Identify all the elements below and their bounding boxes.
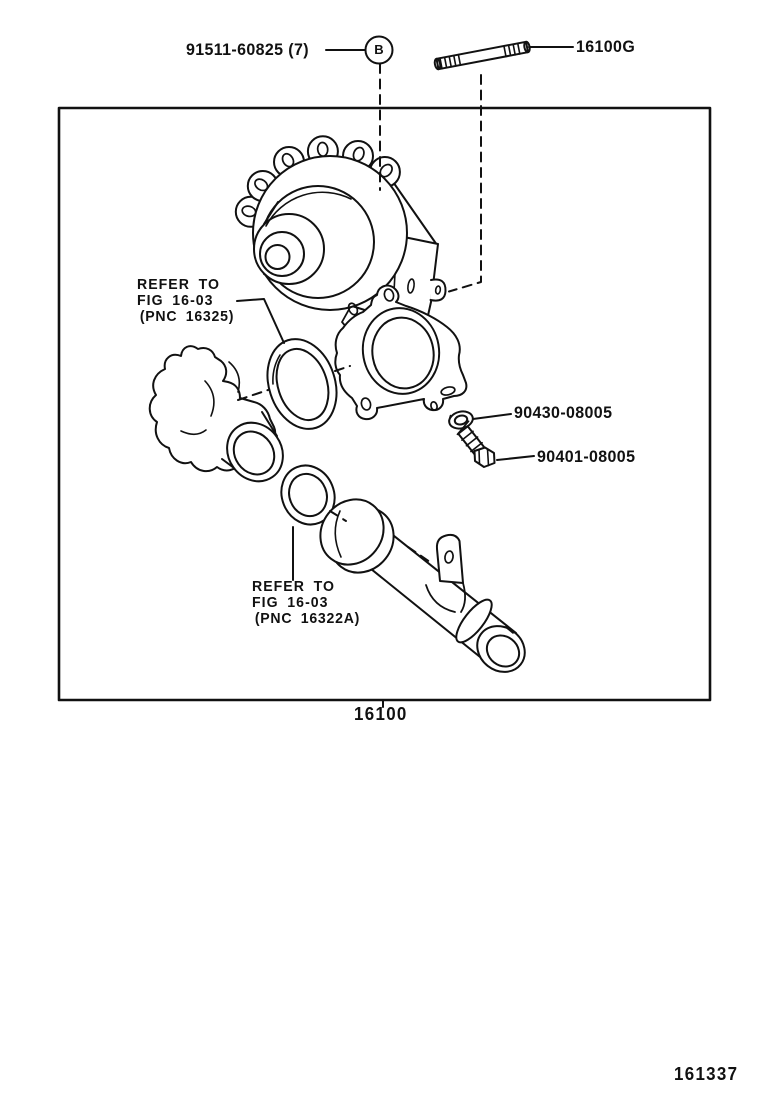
part-number-label-16100: 16100 bbox=[354, 704, 408, 724]
part-number-label-90401: 90401-08005 bbox=[537, 447, 636, 466]
reference-line: (PNC 16325) bbox=[139, 308, 235, 325]
reference-line: REFER TO bbox=[137, 276, 221, 293]
reference-note-seal bbox=[137, 277, 234, 325]
reference-line: FIG 16-03 bbox=[137, 292, 214, 309]
leader-line bbox=[497, 456, 534, 460]
bolt-drawing bbox=[457, 421, 494, 467]
ear-bolt-hole bbox=[317, 142, 328, 156]
figure-number: 161337 bbox=[674, 1064, 739, 1084]
leader-line bbox=[473, 414, 511, 419]
stud-drawing bbox=[434, 41, 531, 69]
reference-line: REFER TO bbox=[252, 578, 336, 595]
callout-marker-b: B bbox=[374, 42, 384, 57]
pipe-bracket bbox=[437, 535, 463, 583]
leader-line bbox=[237, 299, 284, 343]
outlet-flange bbox=[335, 286, 466, 420]
washer-drawing bbox=[447, 409, 474, 431]
part-number-label-16100g: 16100G bbox=[576, 37, 636, 56]
part-number-label-90430: 90430-08005 bbox=[514, 403, 613, 422]
reference-note-oring bbox=[252, 579, 360, 627]
reference-line: (PNC 16322A) bbox=[254, 610, 361, 627]
part-number-label-91511: 91511-60825 (7) bbox=[186, 40, 309, 59]
reference-line: FIG 16-03 bbox=[252, 594, 329, 611]
